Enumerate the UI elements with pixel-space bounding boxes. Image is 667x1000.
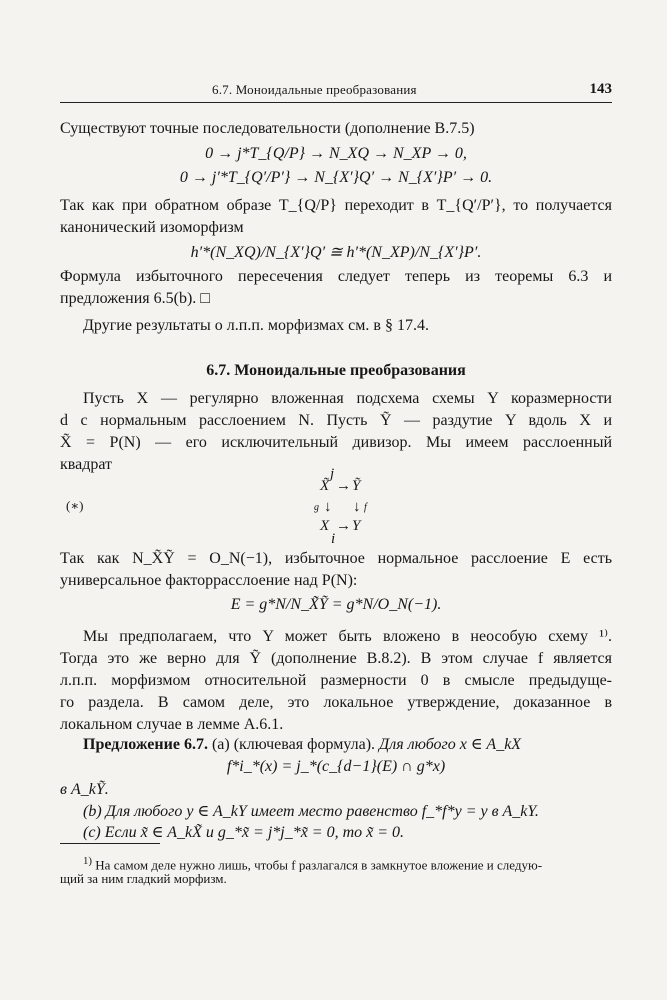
- page-number: 143: [589, 81, 612, 97]
- paragraph-line: Тогда это же верно для Ỹ (дополнение B.8.2). В этом случае f является: [60, 650, 612, 667]
- proposition-tail: в A_kỸ.: [60, 781, 109, 798]
- diagram-map-top: j: [330, 466, 335, 482]
- proposition-part-b: (b) Для любого y ∈ A_kY имеет место равенство f_*f*y = y в A_kY.: [83, 803, 539, 820]
- running-head: 6.7. Моноидальные преобразования: [212, 82, 417, 97]
- paragraph-line: Так как N_X̃Ỹ = O_N(−1), избыточное нормальное расслоение E есть: [60, 550, 612, 567]
- canonical-isomorphism: h′*(N_XQ)/N_{X′}Q′ ≅ h′*(N_XP)/N_{X′}P′.: [190, 244, 482, 261]
- paragraph-line: л.п.п. морфизмом относительной размерности 0 в смысле предыдуще-: [60, 672, 612, 689]
- fibered-square-diagram: [290, 466, 390, 546]
- proposition-statement: Для любого x ∈ A_kX: [379, 736, 522, 753]
- diagram-arrow-down: ↓: [324, 499, 332, 515]
- key-formula: f*i_*(x) = j_*(c_{d−1}(E) ∩ g*x): [226, 758, 446, 775]
- footnote-text: На самом деле нужно лишь, чтобы f разлагался в замкнутое вложение и следую-: [95, 857, 543, 873]
- diagram-arrow-right: →: [336, 518, 351, 534]
- exact-sequence-2: 0 → j′*T_{Q′/P′} → N_{X′}Q′ → N_{X′}P′ → 0.: [179, 169, 493, 186]
- exact-sequences-line: Существуют точные последовательности (дополнение B.7.5): [60, 120, 475, 137]
- diagram-top-left: X̃: [320, 478, 330, 494]
- paragraph-line: универсальное факторрасслоение над P(N):: [60, 572, 358, 589]
- paragraph-line: X̃ = P(N) — его исключительный дивизор. Мы имеем расслоенный: [60, 434, 612, 451]
- footnote-marker: 1): [83, 855, 93, 867]
- page-header: [60, 80, 612, 102]
- paragraph-line: Пусть X — регулярно вложенная подсхема схемы Y коразмерности: [83, 390, 612, 407]
- diagram-map-right: f: [364, 502, 367, 513]
- paragraph-line: Мы предполагаем, что Y может быть вложено в неособую схему ¹⁾.: [83, 628, 612, 645]
- other-results-line: Другие результаты о л.п.п. морфизмах см. в § 17.4.: [83, 317, 429, 334]
- paragraph-line: Формула избыточного пересечения следует теперь из теоремы 6.3 и: [60, 268, 612, 285]
- paragraph-line: предложения 6.5(b). □: [60, 290, 210, 307]
- diagram-label: (∗): [66, 498, 84, 513]
- excess-bundle-formula: E = g*N/N_X̃Ỹ = g*N/O_N(−1).: [230, 596, 442, 613]
- header-rule: [60, 102, 612, 103]
- exact-sequence-1: 0 → j*T_{Q/P} → N_XQ → N_XP → 0,: [205, 145, 467, 162]
- paragraph-line: d с нормальным расслоением N. Пусть Ỹ — раздутие Y вдоль X и: [60, 412, 612, 429]
- paragraph-line: канонический изоморфизм: [60, 219, 244, 236]
- paragraph-line: Так как при обратном образе T_{Q/P} переходит в T_{Q′/P′}, то получается: [60, 197, 612, 214]
- diagram-map-left: g: [314, 502, 319, 513]
- footnote-line: щий за ним гладкий морфизм.: [60, 871, 227, 886]
- diagram-arrow-right: →: [336, 478, 351, 494]
- section-title: 6.7. Моноидальные преобразования: [206, 362, 466, 379]
- proposition-label: Предложение 6.7.: [83, 736, 208, 753]
- footnote-rule: [60, 843, 160, 844]
- diagram-top-right: Ỹ: [352, 478, 361, 494]
- paragraph-line: локальном случае в лемме А.6.1.: [60, 716, 284, 733]
- diagram-bottom-right: Y: [352, 518, 361, 534]
- proposition-part-a: (а) (ключевая формула).: [211, 736, 376, 753]
- diagram-arrow-down: ↓: [353, 499, 361, 515]
- proposition-part-c: (c) Если x̃ ∈ A_kX̃ и g_*x̃ = j*j_*x̃ = 0, то x̃ = 0.: [83, 824, 405, 841]
- diagram-map-bottom: i: [331, 531, 336, 547]
- proposition-line: [60, 734, 612, 756]
- diagram-bottom-left: X: [320, 518, 330, 534]
- paragraph-line: квадрат: [60, 456, 113, 473]
- paragraph-line: го раздела. В самом деле, это локальное утверждение, доказанное в: [60, 694, 612, 711]
